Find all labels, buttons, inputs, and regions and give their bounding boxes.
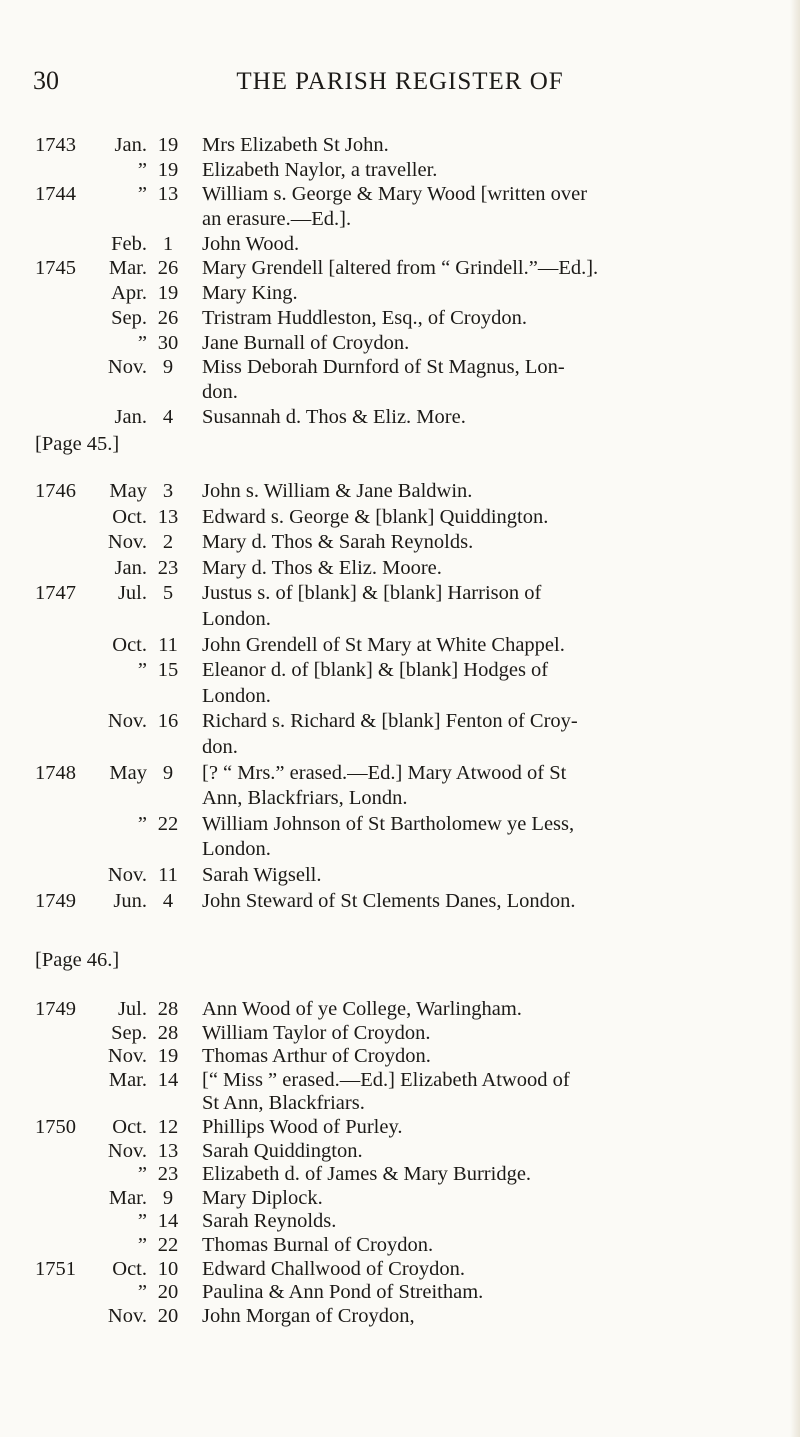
- entry-entry-text: Eleanor d. of [blank] & [blank] Hodges of: [202, 659, 549, 682]
- entry-year: 1749: [35, 998, 76, 1020]
- entry-entry-text: [“ Miss ” erased.—Ed.] Elizabeth Atwood of: [202, 1068, 570, 1091]
- entry-entry-text: Thomas Arthur of Croydon.: [202, 1045, 431, 1068]
- register-entry: [0, 1257, 800, 1281]
- entry-month: Feb.: [111, 232, 147, 255]
- entry-month: Jul.: [117, 998, 147, 1020]
- entry-entry-text: an erasure.—Ed.].: [202, 208, 352, 231]
- register-entry: [0, 1068, 800, 1092]
- entry-month: Oct.: [112, 1115, 147, 1138]
- entry-month: Oct.: [112, 633, 147, 656]
- entry-entry-text: William Johnson of St Bartholomew ye Less,: [202, 812, 575, 835]
- entry-year: 1751: [35, 1257, 76, 1280]
- entry-month: Nov.: [107, 710, 147, 733]
- entry-day: 26: [157, 257, 179, 280]
- entry-month: ”: [137, 158, 147, 181]
- entry-entry-text: Edward s. George & [blank] Quiddington.: [202, 505, 549, 528]
- entry-entry-text: Mary d. Thos & Eliz. Moore.: [202, 556, 442, 579]
- entry-entry-text: Susannah d. Thos & Eliz. More.: [202, 405, 466, 428]
- entry-year: 1745: [35, 257, 76, 280]
- register-entry: [0, 889, 800, 915]
- entry-entry-text: Mrs Elizabeth St John.: [202, 134, 389, 156]
- entry-entry-text: London.: [202, 684, 271, 707]
- register-entry: [0, 997, 800, 1021]
- entry-entry-text: don.: [202, 380, 238, 403]
- entry-day: 19: [157, 158, 179, 181]
- entry-month: Nov.: [107, 1304, 147, 1327]
- register-section-2: [0, 479, 800, 914]
- entry-month: Mar.: [108, 1186, 147, 1209]
- register-entry: [0, 1044, 800, 1068]
- entry-year: 1750: [35, 1115, 76, 1138]
- entry-entry-text: Ann, Blackfriars, Londn.: [202, 787, 408, 810]
- entry-month: Apr.: [111, 282, 147, 305]
- entry-day: 13: [157, 1139, 179, 1162]
- entry-day: 3: [162, 480, 174, 502]
- entry-month: Oct.: [112, 1257, 147, 1280]
- entry-month: ”: [137, 1281, 147, 1304]
- register-entry: [0, 581, 800, 607]
- page-label: [Page 45.]: [35, 433, 120, 455]
- register-entry: [0, 1280, 800, 1304]
- entry-entry-text: Mary Grendell [altered from “ Grindell.”—Ed.].: [202, 257, 599, 280]
- register-entry: [0, 1091, 800, 1115]
- entry-entry-text: don.: [202, 735, 238, 758]
- entry-month: ”: [137, 183, 147, 206]
- entry-day: 9: [162, 356, 174, 379]
- entry-entry-text: Sarah Quiddington.: [202, 1139, 363, 1162]
- entry-month: ”: [137, 1210, 147, 1233]
- entry-year: 1743: [35, 134, 76, 156]
- entry-day: 15: [157, 659, 179, 682]
- register-entry: [0, 1209, 800, 1233]
- entry-entry-text: Justus s. of [blank] & [blank] Harrison of: [202, 582, 542, 605]
- entry-month: May: [109, 761, 147, 784]
- entry-entry-text: Edward Challwood of Croydon.: [202, 1257, 466, 1280]
- entry-day: 22: [157, 812, 179, 835]
- entry-day: 19: [157, 282, 179, 305]
- register-entry: [0, 355, 800, 380]
- register-entry: [0, 735, 800, 761]
- page-header: [0, 66, 800, 106]
- register-entry: [0, 232, 800, 257]
- entry-entry-text: John Morgan of Croydon,: [202, 1304, 415, 1327]
- page-label: [Page 46.]: [35, 949, 120, 971]
- register-entry: [0, 709, 800, 735]
- entry-entry-text: John Wood.: [202, 232, 300, 255]
- entry-month: ”: [137, 659, 147, 682]
- entry-entry-text: William Taylor of Croydon.: [202, 1021, 431, 1044]
- register-entry: [0, 684, 800, 710]
- entry-entry-text: Mary King.: [202, 282, 298, 305]
- entry-day: 11: [158, 633, 178, 656]
- register-entry: [0, 761, 800, 787]
- entry-entry-text: St Ann, Blackfriars.: [202, 1092, 365, 1115]
- entry-month: Nov.: [107, 356, 147, 379]
- entry-entry-text: Jane Burnall of Croydon.: [202, 331, 410, 354]
- register-entry: [0, 331, 800, 356]
- page-edge-shading: [790, 0, 800, 1437]
- entry-entry-text: Elizabeth Naylor, a traveller.: [202, 158, 438, 181]
- entry-entry-text: Sarah Reynolds.: [202, 1210, 337, 1233]
- register-entry: [0, 1021, 800, 1045]
- register-entry: [0, 556, 800, 582]
- entry-month: Jul.: [117, 582, 147, 605]
- entry-entry-text: William s. George & Mary Wood [written over: [202, 183, 588, 206]
- register-entry: [0, 207, 800, 232]
- entry-month: Jan.: [114, 134, 147, 156]
- entry-month: ”: [137, 812, 147, 835]
- entry-year: 1747: [35, 582, 76, 605]
- entry-day: 16: [157, 710, 179, 733]
- entry-entry-text: Mary d. Thos & Sarah Reynolds.: [202, 531, 474, 554]
- entry-entry-text: Miss Deborah Durnford of St Magnus, Lon-: [202, 356, 565, 379]
- entry-day: 28: [157, 1021, 179, 1044]
- entry-day: 23: [157, 1163, 179, 1186]
- entry-day: 9: [162, 761, 174, 784]
- entry-day: 30: [157, 331, 179, 354]
- entry-day: 5: [162, 582, 174, 605]
- register-entry: [0, 658, 800, 684]
- register-entry: [0, 812, 800, 838]
- register-entry: [0, 863, 800, 889]
- entry-month: Nov.: [107, 1139, 147, 1162]
- entry-day: 11: [158, 863, 178, 886]
- register-entry: [0, 1115, 800, 1139]
- register-entry: [0, 405, 800, 430]
- entry-month: Oct.: [112, 505, 147, 528]
- entry-entry-text: London.: [202, 838, 271, 861]
- entry-day: 12: [157, 1115, 179, 1138]
- entry-month: Mar.: [108, 257, 147, 280]
- register-entry: [0, 133, 800, 158]
- entry-month: ”: [137, 331, 147, 354]
- entry-entry-text: John Grendell of St Mary at White Chappel.: [202, 633, 565, 656]
- entry-day: 19: [157, 134, 179, 156]
- entry-entry-text: Phillips Wood of Purley.: [202, 1115, 403, 1138]
- entry-day: 22: [157, 1233, 179, 1256]
- register-entry: [0, 1139, 800, 1163]
- entry-day: 10: [157, 1257, 179, 1280]
- register-entry: [0, 530, 800, 556]
- entry-month: Mar.: [108, 1068, 147, 1091]
- entry-day: 1: [162, 232, 174, 255]
- entry-day: 28: [157, 998, 179, 1020]
- entry-day: 9: [162, 1186, 174, 1209]
- register-entry: [0, 1304, 800, 1328]
- register-entry: [0, 1162, 800, 1186]
- register-entry: [0, 306, 800, 331]
- register-entry: [0, 505, 800, 531]
- entry-month: May: [109, 480, 147, 502]
- entry-entry-text: Mary Diplock.: [202, 1186, 323, 1209]
- entry-year: 1749: [35, 889, 76, 912]
- entry-day: 20: [157, 1304, 179, 1327]
- entry-day: 2: [162, 531, 174, 554]
- entry-month: Nov.: [107, 863, 147, 886]
- register-entry: [0, 1186, 800, 1210]
- register-section-3: [0, 997, 800, 1327]
- register-entry: [0, 256, 800, 281]
- entry-entry-text: John s. William & Jane Baldwin.: [202, 480, 473, 502]
- entry-month: Nov.: [107, 531, 147, 554]
- entry-entry-text: Elizabeth d. of James & Mary Burridge.: [202, 1163, 532, 1186]
- register-entry: [0, 786, 800, 812]
- entry-month: Jan.: [114, 556, 147, 579]
- entry-day: 13: [157, 505, 179, 528]
- entry-month: Nov.: [107, 1045, 147, 1068]
- register-entry: [0, 380, 800, 405]
- page-46-marker: [0, 948, 800, 973]
- register-entry: [0, 1233, 800, 1257]
- entry-month: Jun.: [113, 889, 147, 912]
- entry-entry-text: Ann Wood of ye College, Warlingham.: [202, 998, 522, 1020]
- entry-entry-text: Richard s. Richard & [blank] Fenton of Croy-: [202, 710, 578, 733]
- entry-entry-text: Paulina & Ann Pond of Streitham.: [202, 1281, 484, 1304]
- entry-day: 4: [162, 405, 174, 428]
- register-entry: [0, 158, 800, 183]
- entry-month: Jan.: [114, 405, 147, 428]
- register-entry: [0, 479, 800, 505]
- entry-month: Sep.: [111, 306, 147, 329]
- entry-month: ”: [137, 1233, 147, 1256]
- entry-year: 1748: [35, 761, 76, 784]
- entry-entry-text: [? “ Mrs.” erased.—Ed.] Mary Atwood of St: [202, 761, 567, 784]
- entry-year: 1744: [35, 183, 76, 206]
- running-title: THE PARISH REGISTER OF: [236, 68, 564, 95]
- entry-day: 14: [157, 1210, 179, 1233]
- register-entry: [0, 607, 800, 633]
- register-entry: [0, 633, 800, 659]
- register-entry: [0, 837, 800, 863]
- entry-month: ”: [137, 1163, 147, 1186]
- entry-entry-text: London.: [202, 607, 271, 630]
- entry-entry-text: John Steward of St Clements Danes, London.: [202, 889, 576, 912]
- register-entry: [0, 281, 800, 306]
- entry-day: 20: [157, 1281, 179, 1304]
- entry-day: 19: [157, 1045, 179, 1068]
- entry-day: 23: [157, 556, 179, 579]
- page-number: 30: [33, 66, 59, 95]
- entry-entry-text: Sarah Wigsell.: [202, 863, 322, 886]
- entry-day: 4: [162, 889, 174, 912]
- entry-entry-text: Thomas Burnal of Croydon.: [202, 1233, 434, 1256]
- entry-day: 26: [157, 306, 179, 329]
- entry-day: 14: [157, 1068, 179, 1091]
- entry-month: Sep.: [111, 1021, 147, 1044]
- register-entry: [0, 182, 800, 207]
- entry-entry-text: Tristram Huddleston, Esq., of Croydon.: [202, 306, 527, 329]
- entry-day: 13: [157, 183, 179, 206]
- register-section-1: [0, 133, 800, 429]
- entry-year: 1746: [35, 480, 76, 502]
- page-45-marker: [0, 432, 800, 457]
